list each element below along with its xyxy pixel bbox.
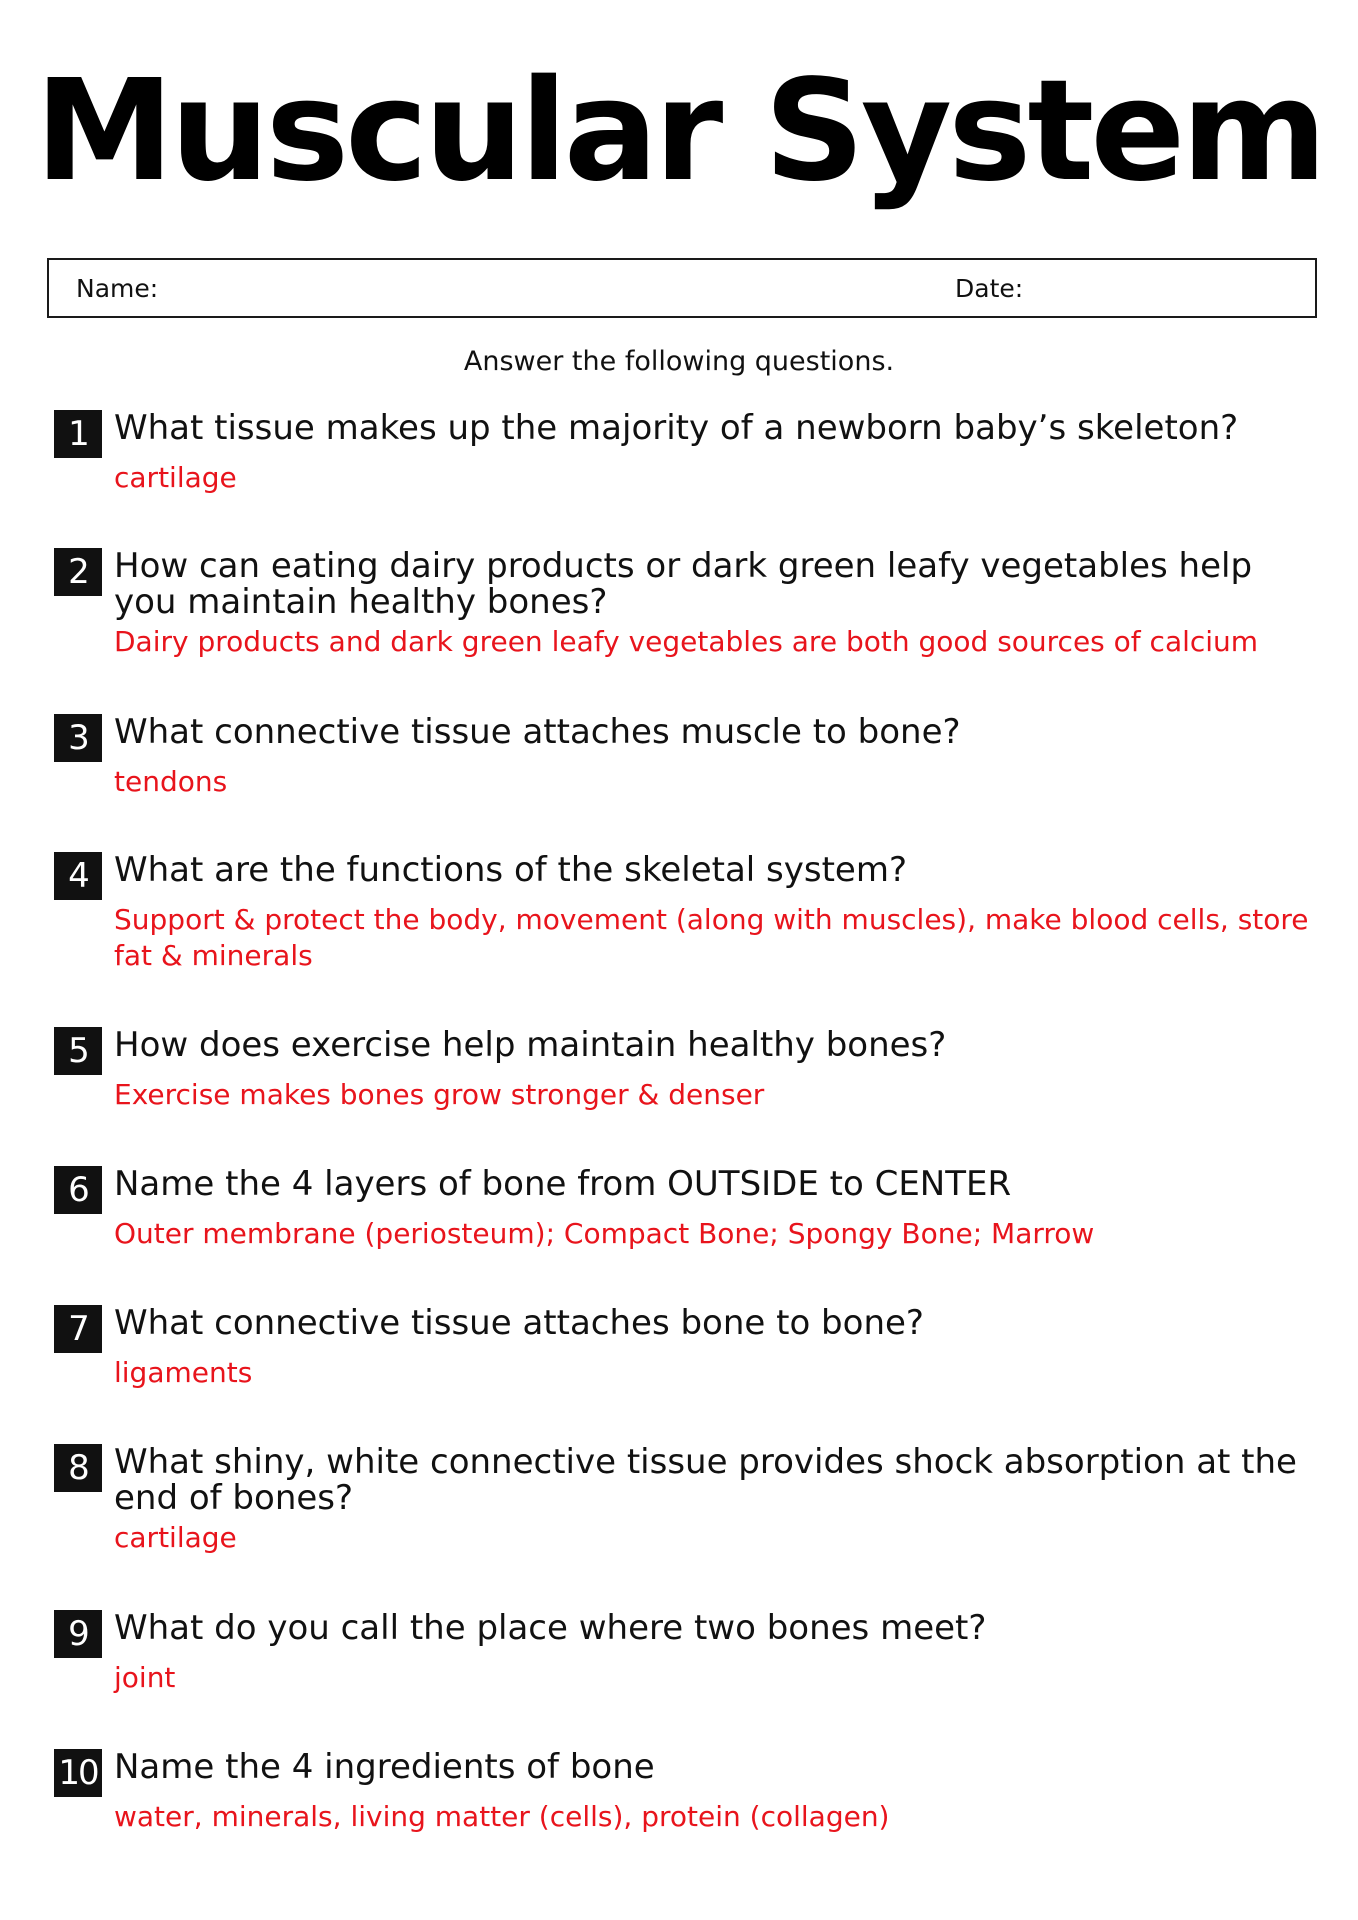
page-title: Muscular System: [34, 50, 1324, 213]
question-number-badge: 2: [54, 548, 102, 596]
answer-text: Support & protect the body, movement (along with muscles), make blood cells, store fat & minerals: [114, 903, 1309, 972]
question-text: What connective tissue attaches bone to bone?: [114, 1303, 924, 1343]
answer-text: Dairy products and dark green leafy vegetables are both good sources of calcium: [114, 625, 1259, 658]
question-text: What connective tissue attaches muscle to bone?: [114, 712, 961, 752]
question-number-badge: 1: [54, 410, 102, 458]
question-text: What tissue makes up the majority of a newborn baby’s skeleton?: [114, 408, 1239, 448]
answer-text: Exercise makes bones grow stronger & denser: [114, 1078, 765, 1111]
question-number-badge: 8: [54, 1444, 102, 1492]
question-number-badge: 6: [54, 1166, 102, 1214]
question-text: Name the 4 layers of bone from OUTSIDE to CENTER: [114, 1164, 1012, 1204]
answer-text: ligaments: [114, 1356, 253, 1389]
question-text: Name the 4 ingredients of bone: [114, 1747, 655, 1787]
name-label: Name:: [76, 274, 159, 303]
question-number-badge: 4: [54, 852, 102, 900]
question-number-badge: 5: [54, 1027, 102, 1075]
answer-text: water, minerals, living matter (cells), protein (collagen): [114, 1800, 890, 1833]
answer-text: tendons: [114, 765, 228, 798]
question-text: What shiny, white connective tissue provides shock absorption at the end of bones?: [114, 1442, 1297, 1518]
question-number-badge: 3: [54, 714, 102, 762]
instructions: Answer the following questions.: [463, 346, 895, 377]
name-date-box: [47, 258, 1317, 318]
answer-text: joint: [114, 1661, 176, 1694]
question-number-badge: 10: [54, 1749, 102, 1797]
question-text: How does exercise help maintain healthy bones?: [114, 1025, 947, 1065]
question-text: What are the functions of the skeletal system?: [114, 850, 907, 890]
answer-text: Outer membrane (periosteum); Compact Bone; Spongy Bone; Marrow: [114, 1217, 1095, 1250]
answer-text: cartilage: [114, 1521, 237, 1554]
question-number-badge: 7: [54, 1305, 102, 1353]
question-text: How can eating dairy products or dark green leafy vegetables help you maintain healthy bones?: [114, 546, 1253, 622]
answer-text: cartilage: [114, 461, 237, 494]
date-label: Date:: [955, 274, 1024, 303]
question-number-badge: 9: [54, 1610, 102, 1658]
question-text: What do you call the place where two bones meet?: [114, 1608, 987, 1648]
